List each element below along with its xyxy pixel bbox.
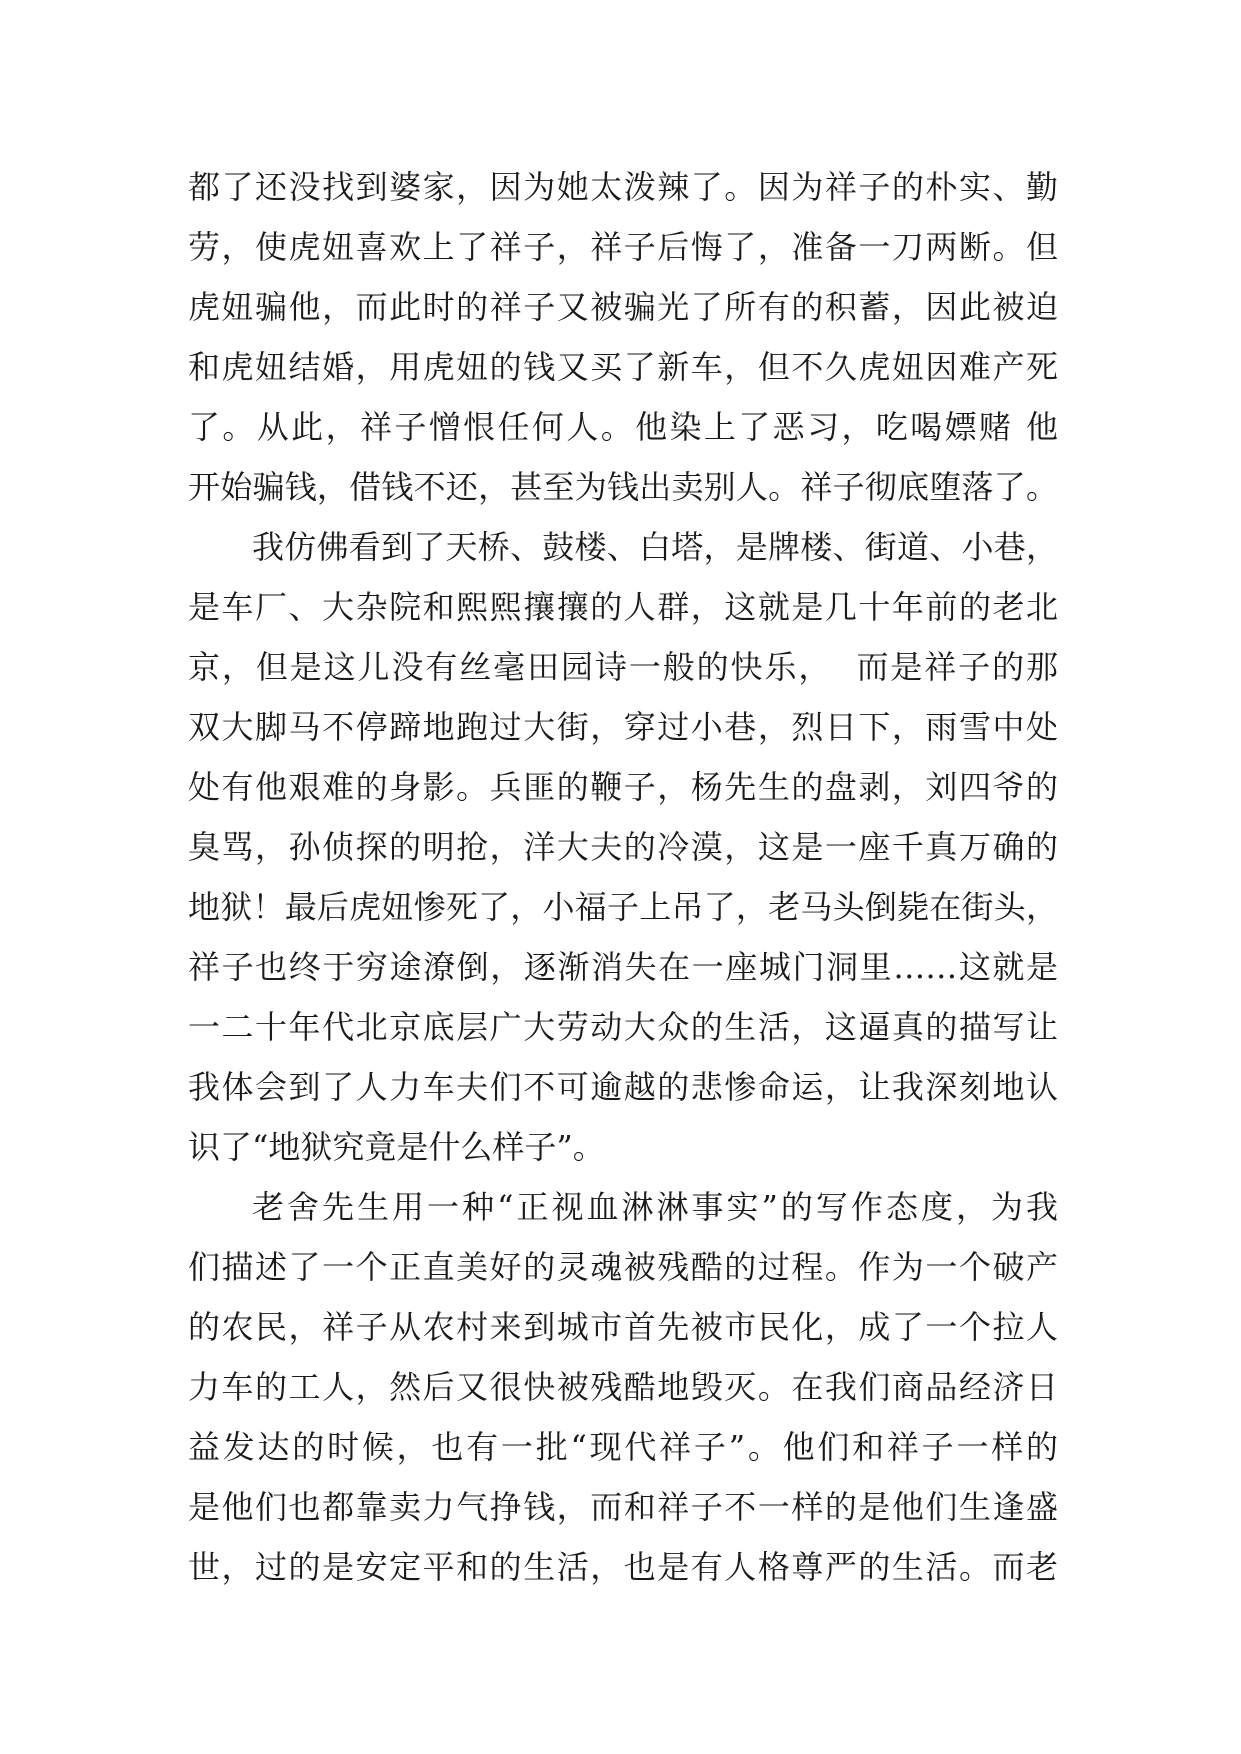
paragraph-2-line-9: 一二十年代北京底层广大劳动大众的生活，这逼真的描写让 <box>188 1008 1058 1046</box>
paragraph-3-line-6: 是他们也都靠卖力气挣钱，而和祥子不一样的是他们生逢盛 <box>188 1488 1058 1526</box>
paragraph-2-line-4: 双大脚马不停蹄地跑过大街，穿过小巷，烈日下，雨雪中处 <box>188 708 1058 746</box>
paragraph-3-line-4: 力车的工人，然后又很快被残酷地毁灭。在我们商品经济日 <box>188 1368 1058 1406</box>
paragraph-3-line-5: 益发达的时候，也有一批“现代祥子”。他们和祥子一样的 <box>188 1428 1058 1466</box>
paragraph-1-line-6: 开始骗钱，借钱不还，甚至为钱出卖别人。祥子彻底堕落了。 <box>188 468 1058 506</box>
paragraph-2-line-3: 京，但是这儿没有丝毫田园诗一般的快乐， 而是祥子的那 <box>188 648 1058 686</box>
paragraph-2-line-5: 处有他艰难的身影。兵匪的鞭子，杨先生的盘剥，刘四爷的 <box>188 768 1058 806</box>
paragraph-2-line-2: 是车厂、大杂院和熙熙攘攘的人群，这就是几十年前的老北 <box>188 588 1058 626</box>
paragraph-1-line-4: 和虎妞结婚，用虎妞的钱又买了新车，但不久虎妞因难产死 <box>188 348 1058 386</box>
paragraph-2-line-1: 我仿佛看到了天桥、鼓楼、白塔，是牌楼、街道、小巷， <box>252 528 1058 566</box>
paragraph-2-line-10: 我体会到了人力车夫们不可逾越的悲惨命运，让我深刻地认 <box>188 1068 1058 1106</box>
paragraph-1-line-2: 劳，使虎妞喜欢上了祥子，祥子后悔了，准备一刀两断。但 <box>188 228 1058 266</box>
paragraph-3-line-1: 老舍先生用一种“正视血淋淋事实”的写作态度，为我 <box>252 1188 1058 1226</box>
paragraph-3-line-2: 们描述了一个正直美好的灵魂被残酷的过程。作为一个破产 <box>188 1248 1058 1286</box>
paragraph-2-line-11: 识了“地狱究竟是什么样子”。 <box>188 1128 605 1166</box>
paragraph-1-line-1: 都了还没找到婆家，因为她太泼辣了。因为祥子的朴实、勤 <box>188 168 1058 206</box>
paragraph-3-line-3: 的农民，祥子从农村来到城市首先被市民化，成了一个拉人 <box>188 1308 1058 1346</box>
paragraph-1-line-3: 虎妞骗他，而此时的祥子又被骗光了所有的积蓄，因此被迫 <box>188 288 1058 326</box>
paragraph-2-line-7: 地狱！最后虎妞惨死了，小福子上吊了，老马头倒毙在街头， <box>188 888 1058 926</box>
paragraph-2-line-6: 臭骂，孙侦探的明抢，洋大夫的冷漠，这是一座千真万确的 <box>188 828 1058 866</box>
paragraph-3-line-7: 世，过的是安定平和的生活，也是有人格尊严的生活。而老 <box>188 1548 1058 1586</box>
paragraph-1-line-5: 了。从此，祥子憎恨任何人。他染上了恶习，吃喝嫖赌 他 <box>188 408 1058 446</box>
document-body <box>188 157 1058 1597</box>
paragraph-2-line-8: 祥子也终于穷途潦倒，逐渐消失在一座城门洞里……这就是 <box>188 948 1058 986</box>
